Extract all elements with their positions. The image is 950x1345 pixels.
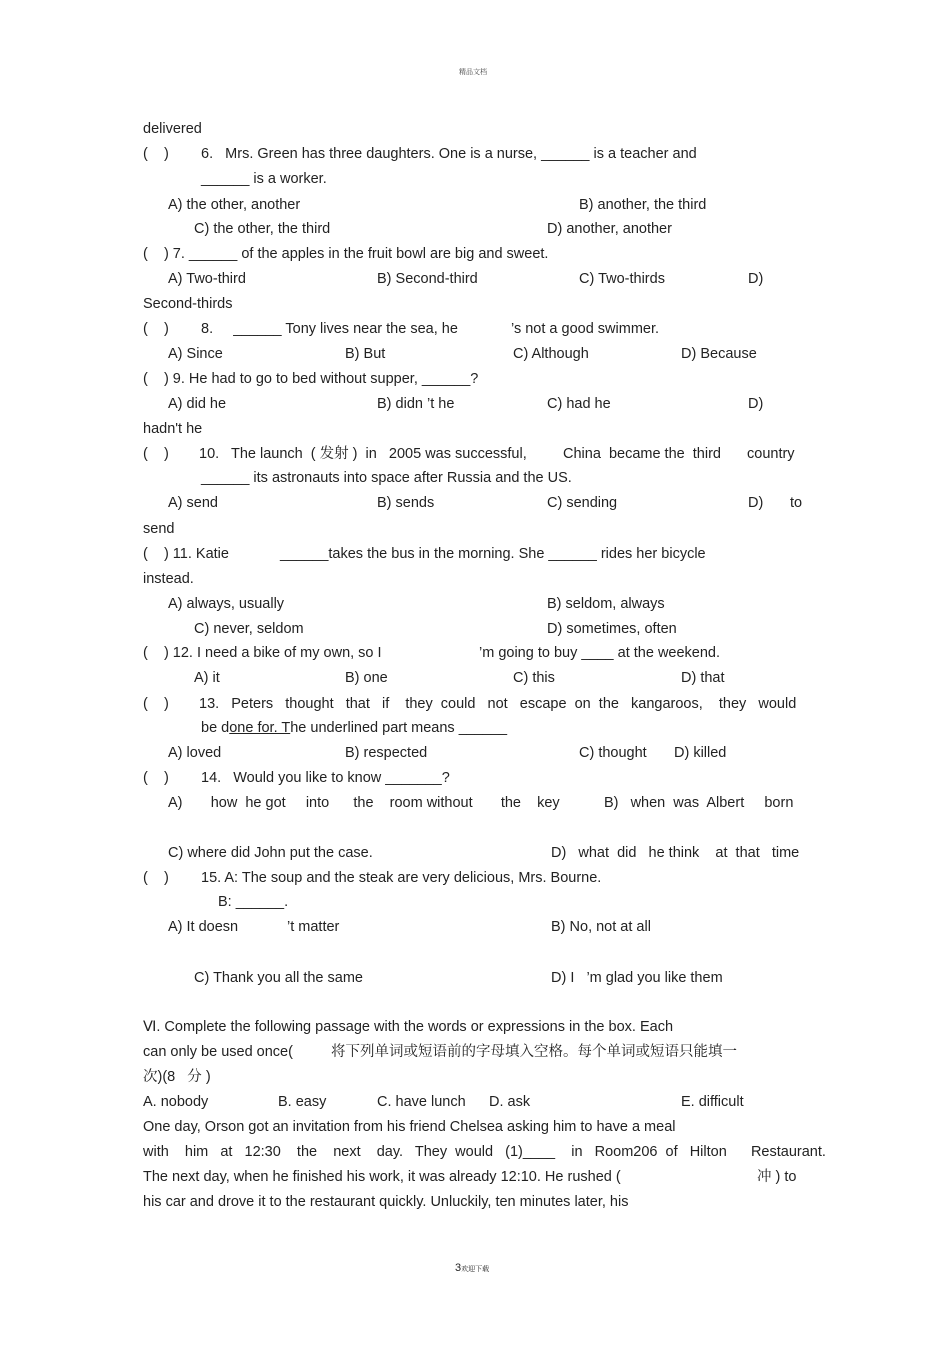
q6-stem: ( ) 6. Mrs. Green has three daughters. One is a nurse, ______ is a teacher and bbox=[143, 146, 697, 162]
q9-option-d: D) bbox=[748, 396, 764, 412]
q12-option-b: B) one bbox=[345, 670, 388, 686]
q15-option-c: C) Thank you all the same bbox=[194, 970, 363, 986]
q11-option-c: C) never, seldom bbox=[194, 621, 304, 637]
q10-stem-mid: China became the third bbox=[563, 446, 721, 462]
q9-stem: ( ) 9. He had to go to bed without supper, ______? bbox=[143, 371, 479, 387]
q8-option-b: B) But bbox=[345, 346, 386, 362]
q9-option-c: C) had he bbox=[547, 396, 611, 412]
q6-continuation: delivered bbox=[143, 121, 202, 137]
q15-option-b: B) No, not at all bbox=[551, 919, 651, 935]
q6-option-a: A) the other, another bbox=[168, 197, 301, 213]
passage-line: his car and drove it to the restaurant quickly. Unluckily, ten minutes later, his bbox=[143, 1194, 629, 1210]
q12-option-d: D) that bbox=[681, 670, 725, 686]
q10-option-d-text: send bbox=[143, 521, 175, 537]
word-box-item: B. easy bbox=[278, 1094, 327, 1110]
q13-option-a: A) loved bbox=[168, 745, 222, 761]
q10-option-c: C) sending bbox=[547, 495, 618, 511]
q9-option-a: A) did he bbox=[168, 396, 227, 412]
q12-stem-rest: ’m going to buy ____ at the weekend. bbox=[479, 645, 721, 661]
q10-option-d: D) bbox=[748, 495, 764, 511]
page-footer bbox=[455, 1259, 489, 1275]
q13-stem: 13. Peters thought that if they could not escape on the kangaroos, they would bbox=[199, 696, 797, 712]
q6-option-b: B) another, the third bbox=[579, 197, 707, 213]
q11-stem-rest: ______takes the bus in the morning. She ______ rides her bicycle bbox=[280, 546, 706, 562]
q10-option-d-to: to bbox=[790, 495, 803, 511]
q7-option-c: C) Two-thirds bbox=[579, 271, 665, 287]
q13-stem-line2 bbox=[201, 719, 507, 737]
q14-stem: 14. Would you like to know _______? bbox=[201, 770, 450, 786]
q9-option-b: B) didn ’t he bbox=[377, 396, 455, 412]
q9-option-d-text: hadn't he bbox=[143, 421, 203, 437]
q11-option-b: B) seldom, always bbox=[547, 596, 665, 612]
q11-stem: ( ) 11. Katie bbox=[143, 546, 229, 562]
q15-stem: 15. A: The soup and the steak are very delicious, Mrs. Bourne. bbox=[201, 870, 602, 886]
q13-line2-post: he underlined part means ______ bbox=[290, 720, 508, 736]
q14-option-d: D) what did he think at that time bbox=[551, 845, 800, 861]
word-box-item: C. have lunch bbox=[377, 1094, 466, 1110]
q14-option-b: B) when was Albert born bbox=[604, 795, 794, 811]
q12-option-a: A) it bbox=[194, 670, 220, 686]
q13-paren: ( ) bbox=[143, 696, 169, 712]
q13-option-c: C) thought bbox=[579, 745, 647, 761]
q13-option-b: B) respected bbox=[345, 745, 428, 761]
word-box-item: E. difficult bbox=[681, 1094, 744, 1110]
q7-stem: ( ) 7. ______ of the apples in the fruit bowl are big and sweet. bbox=[143, 246, 549, 262]
q10-stem: 10. The launch ( 发射 ) in 2005 was successful, bbox=[199, 446, 527, 462]
q7-option-a: A) Two-third bbox=[168, 271, 246, 287]
q15-paren: ( ) bbox=[143, 870, 169, 886]
section6-title: Ⅵ. Complete the following passage with the words or expressions in the box. Each bbox=[143, 1019, 674, 1035]
q6-stem-line2: ______ is a worker. bbox=[201, 171, 327, 187]
q10-paren: ( ) bbox=[143, 446, 169, 462]
passage-line: with him at 12:30 the next day. They would (1)____ in Room206 of Hilton Restaurant. bbox=[143, 1144, 826, 1160]
q15-b-line: B: ______. bbox=[218, 894, 289, 910]
q13-option-d: D) killed bbox=[674, 745, 727, 761]
q11-continuation: instead. bbox=[143, 571, 194, 587]
q7-option-d-text: Second-thirds bbox=[143, 296, 233, 312]
q12-option-c: C) this bbox=[513, 670, 555, 686]
q8-option-c: C) Although bbox=[513, 346, 589, 362]
q14-option-a: A) how he got into the room without the key bbox=[168, 795, 560, 811]
q10-stem-line2: ______ its astronauts into space after Russia and the US. bbox=[201, 470, 572, 486]
word-box-item: A. nobody bbox=[143, 1094, 209, 1110]
q14-option-c: C) where did John put the case. bbox=[168, 845, 373, 861]
section6-line2: can only be used once( bbox=[143, 1044, 293, 1060]
page-header: 精品文档 bbox=[459, 69, 487, 76]
q12-stem: ( ) 12. I need a bike of my own, so I bbox=[143, 645, 382, 661]
section6-line2-chinese: 将下列单词或短语前的字母填入空格。每个单词或短语只能填一 bbox=[331, 1044, 737, 1060]
section6-line3: 次)(8 分 ) bbox=[143, 1069, 211, 1085]
word-box-item: D. ask bbox=[489, 1094, 531, 1110]
q6-option-d: D) another, another bbox=[547, 221, 672, 237]
footer-note: 欢迎下载 bbox=[461, 1266, 490, 1273]
q6-option-c: C) the other, the third bbox=[194, 221, 331, 237]
q11-option-a: A) always, usually bbox=[168, 596, 285, 612]
q10-stem-end: country bbox=[747, 446, 795, 462]
q7-option-b: B) Second-third bbox=[377, 271, 478, 287]
q7-option-d: D) bbox=[748, 271, 764, 287]
q15-option-a: A) It doesn bbox=[168, 919, 239, 935]
q10-option-b: B) sends bbox=[377, 495, 435, 511]
q8-stem: ( ) 8. ______ Tony lives near the sea, he bbox=[143, 321, 458, 337]
page-number: 3 bbox=[455, 1262, 462, 1274]
q14-paren: ( ) bbox=[143, 770, 169, 786]
q15-option-a-tail: ’t matter bbox=[287, 919, 340, 935]
q15-option-d: D) I ’m glad you like them bbox=[551, 970, 723, 986]
q8-stem-tail: ’s not a good swimmer. bbox=[511, 321, 660, 337]
passage-line: One day, Orson got an invitation from his friend Chelsea asking him to have a meal bbox=[143, 1119, 676, 1135]
q8-option-a: A) Since bbox=[168, 346, 223, 362]
passage-line: The next day, when he finished his work, it was already 12:10. He rushed ( bbox=[143, 1169, 621, 1185]
passage-line-tail: 冲 ) to bbox=[757, 1169, 797, 1185]
q11-option-d: D) sometimes, often bbox=[547, 621, 677, 637]
q10-option-a: A) send bbox=[168, 495, 218, 511]
q8-option-d: D) Because bbox=[681, 346, 757, 362]
q13-underlined-phrase: one for. T bbox=[229, 720, 291, 736]
q13-line2-pre: be d bbox=[201, 720, 230, 736]
